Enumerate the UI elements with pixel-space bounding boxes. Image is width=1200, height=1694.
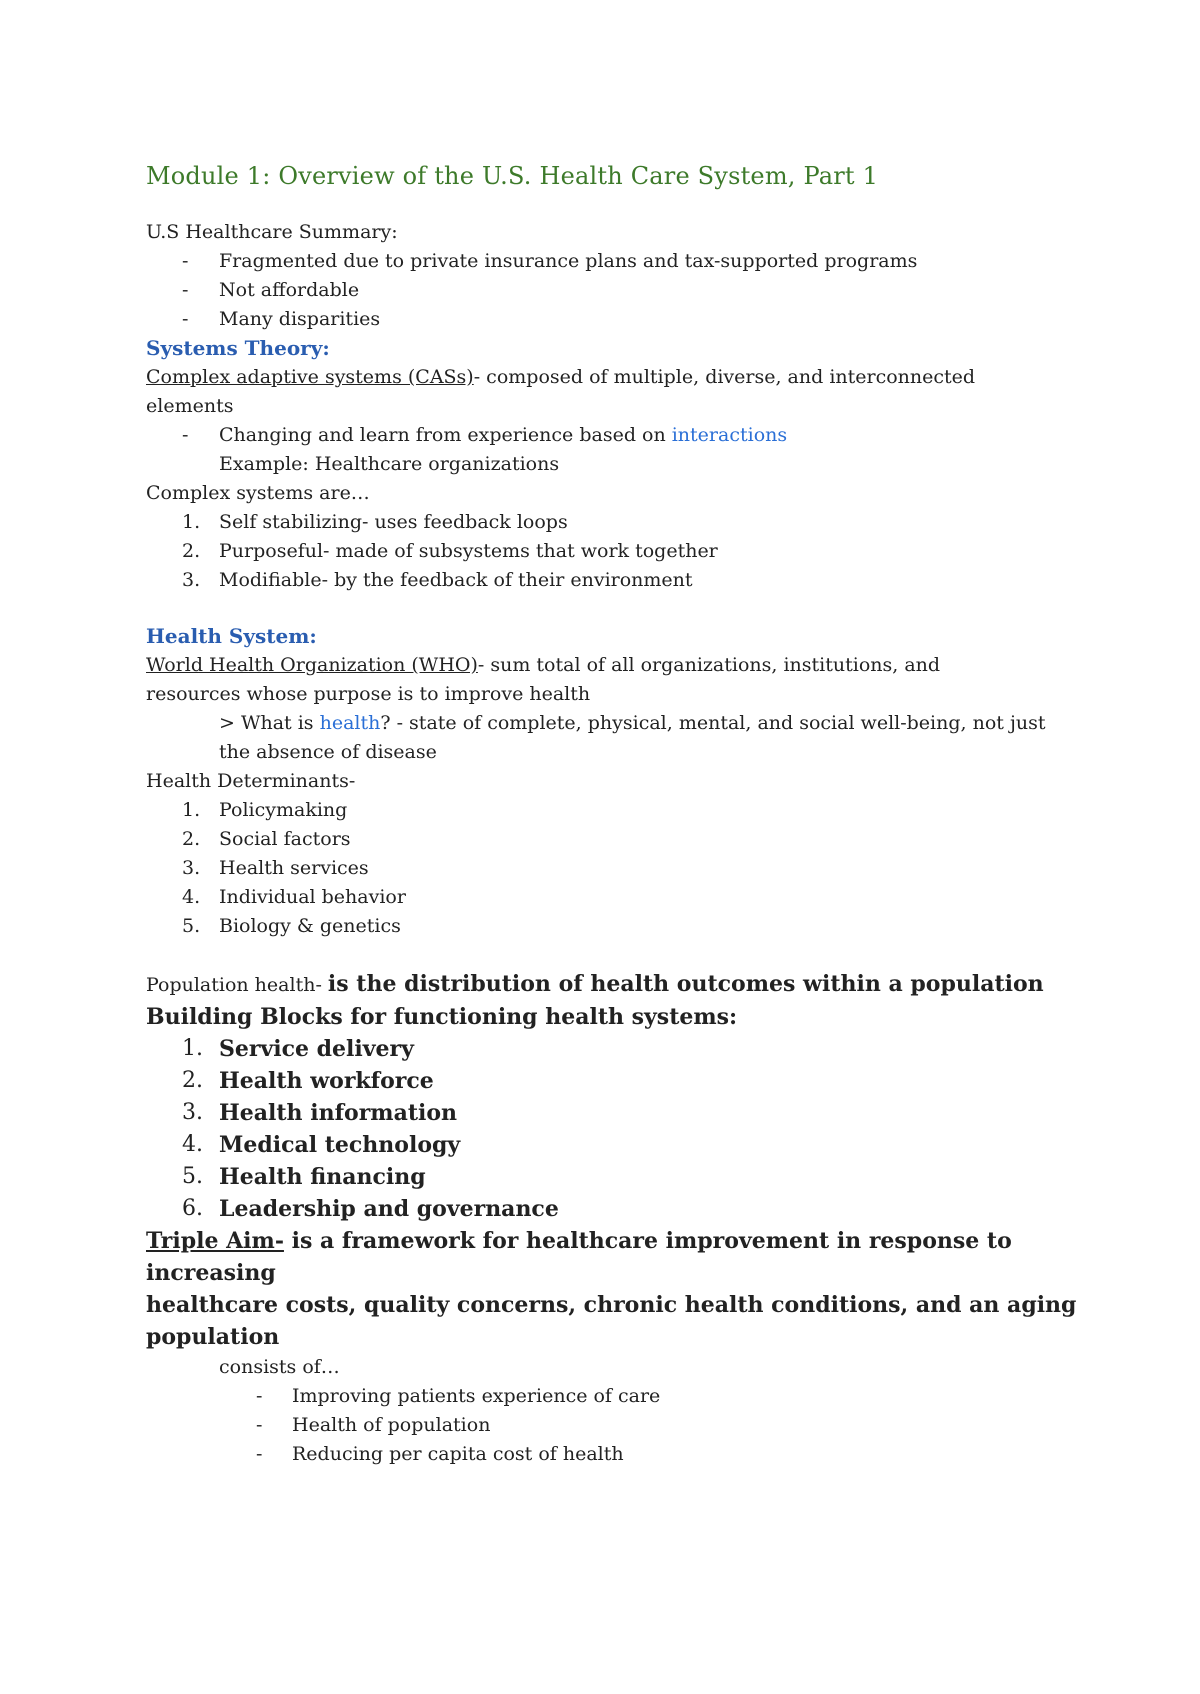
determinants-list (146, 796, 1086, 941)
who-definition-cont: resources whose purpose is to improve health (146, 683, 591, 705)
who-term: World Health Organization (WHO) (146, 654, 478, 676)
list-item: 5. Biology & genetics (182, 915, 401, 937)
list-item: 2. Social factors (182, 828, 351, 850)
list-item: 2. Health workforce (182, 1068, 434, 1094)
complex-intro: Complex systems are… (146, 482, 370, 504)
building-blocks-heading: Building Blocks for functioning health systems: (146, 1004, 738, 1030)
list-item: 1. Policymaking (182, 799, 348, 821)
list-item: 1. Service delivery (182, 1036, 414, 1062)
who-definition: World Health Organization (WHO)- sum total of all organizations, institutions, and (146, 654, 941, 676)
systems-theory-heading: Systems Theory: (146, 336, 330, 360)
list-item: 3. Modifiable- by the feedback of their environment (182, 569, 693, 591)
spacer (146, 595, 1086, 622)
health-question: > What is health? - state of complete, physical, mental, and social well-being, not just (219, 712, 1046, 734)
list-item: 4. Medical technology (182, 1132, 461, 1158)
list-item: - Health of population (256, 1414, 491, 1436)
list-item: - Fragmented due to private insurance plans and tax-supported programs (182, 250, 918, 272)
page-title: Module 1: Overview of the U.S. Health Care System, Part 1 (146, 162, 879, 190)
determinants-heading: Health Determinants- (146, 770, 356, 792)
triple-aim-term: Triple Aim- (146, 1228, 284, 1254)
list-item: 1. Self stabilizing- uses feedback loops (182, 511, 568, 533)
triple-aim-definition-cont: healthcare costs, quality concerns, chronic health conditions, and an aging (146, 1292, 1077, 1318)
health-question-cont: the absence of disease (219, 741, 437, 763)
building-blocks-list (146, 1033, 1086, 1225)
triple-aim-list (146, 1382, 1086, 1469)
list-item: 3. Health services (182, 857, 369, 879)
summary-heading: U.S Healthcare Summary: (146, 221, 398, 243)
cas-term: Complex adaptive systems (CASs) (146, 366, 474, 388)
interactions-link: interactions (671, 424, 788, 446)
spacer (146, 941, 1086, 968)
list-item: - Not affordable (182, 279, 360, 301)
triple-aim-definition-end: population (146, 1324, 280, 1350)
list-item: - Reducing per capita cost of health (256, 1443, 624, 1465)
list-item: 6. Leadership and governance (182, 1196, 559, 1222)
summary-list (146, 247, 1086, 334)
cas-definition-cont: elements (146, 395, 234, 417)
triple-aim-definition: Triple Aim- is a framework for healthcare improvement in response to increasing (146, 1228, 1012, 1286)
complex-list (146, 508, 1086, 595)
cas-definition: Complex adaptive systems (CASs)- composed of multiple, diverse, and interconnected (146, 366, 976, 388)
list-item: - Improving patients experience of care (256, 1385, 661, 1407)
list-item: 2. Purposeful- made of subsystems that work together (182, 540, 718, 562)
health-system-heading: Health System: (146, 624, 317, 648)
population-health: Population health- is the distribution of health outcomes within a population (146, 971, 1044, 997)
consists-of: consists of… (219, 1356, 340, 1378)
list-item: 3. Health information (182, 1100, 458, 1126)
list-item: - Changing and learn from experience based on interactions (182, 424, 788, 446)
list-item: 5. Health financing (182, 1164, 426, 1190)
health-link: health (319, 712, 381, 734)
cas-list (146, 421, 1086, 450)
cas-example: Example: Healthcare organizations (219, 453, 560, 475)
list-item: - Many disparities (182, 308, 381, 330)
list-item: 4. Individual behavior (182, 886, 406, 908)
document-page (146, 160, 1086, 1469)
